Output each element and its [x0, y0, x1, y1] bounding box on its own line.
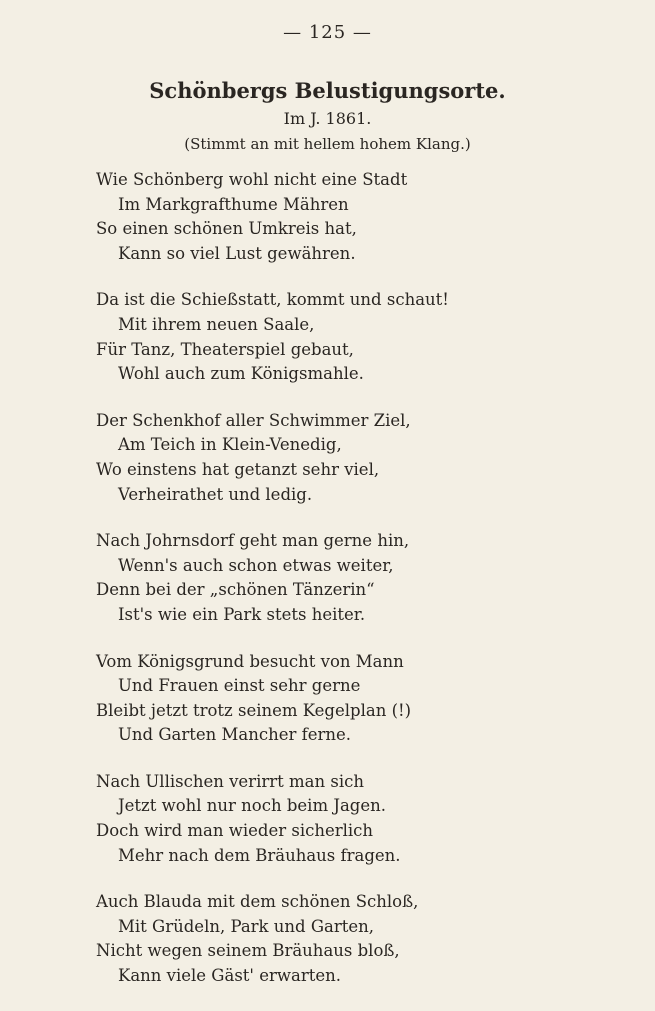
- stanza: [96, 650, 576, 748]
- verse-line: Am Teich in Klein-Venedig,: [118, 435, 342, 455]
- verse-line: Der Schenkhof aller Schwimmer Ziel,: [96, 410, 411, 430]
- verse-line: Bleibt jetzt trotz seinem Kegelplan (!): [96, 700, 412, 720]
- stanza: [96, 168, 576, 266]
- verse-line: Vom Königsgrund besucht von Mann: [96, 651, 404, 671]
- verse-line: Für Tanz, Theaterspiel gebaut,: [96, 339, 354, 359]
- poem-body: [96, 168, 576, 1011]
- stanza: [96, 890, 576, 988]
- verse-line: Mehr nach dem Bräuhaus fragen.: [118, 845, 401, 865]
- verse-line: So einen schönen Umkreis hat,: [96, 219, 357, 239]
- verse-line: Und Garten Mancher ferne.: [118, 725, 352, 745]
- verse-line: Mit Grüdeln, Park und Garten,: [118, 916, 375, 936]
- stanza: [96, 770, 576, 868]
- poem-year: Im J. 1861.: [283, 109, 372, 128]
- verse-line: Kann so viel Lust gewähren.: [118, 243, 356, 263]
- verse-line: Jetzt wohl nur noch beim Jagen.: [118, 796, 386, 816]
- verse-line: Auch Blauda mit dem schönen Schloß,: [96, 892, 419, 912]
- verse-line: Verheirathet und ledig.: [118, 484, 313, 504]
- poem-title: Schönbergs Belustigungsorte.: [149, 78, 506, 103]
- verse-line: Nach Ullischen verirrt man sich: [96, 771, 364, 791]
- verse-line: Wo einstens hat getanzt sehr viel,: [96, 459, 380, 479]
- page-number: — 125 —: [283, 22, 372, 43]
- verse-line: Wie Schönberg wohl nicht eine Stadt: [96, 170, 408, 189]
- stanza: [96, 288, 576, 386]
- verse-line: Wohl auch zum Königsmahle.: [118, 364, 364, 384]
- verse-line: Nach Johrnsdorf geht man gerne hin,: [96, 531, 410, 551]
- verse-line: Doch wird man wieder sicherlich: [96, 821, 374, 841]
- stanza: [96, 529, 576, 627]
- verse-line: Ist's wie ein Park stets heiter.: [118, 604, 366, 624]
- verse-line: Kann viele Gäst' erwarten.: [118, 966, 341, 986]
- verse-line: Im Markgrafthume Mähren: [118, 194, 349, 214]
- verse-line: Denn bei der „schönen Tänzerin“: [96, 580, 375, 600]
- verse-line: Da ist die Schießstatt, kommt und schaut!: [96, 290, 449, 310]
- verse-line: Wenn's auch schon etwas weiter,: [118, 555, 394, 575]
- melody-note: (Stimmt an mit hellem hohem Klang.): [184, 135, 471, 153]
- stanza: [96, 409, 576, 507]
- verse-line: Mit ihrem neuen Saale,: [118, 314, 315, 334]
- verse-line: Nicht wegen seinem Bräuhaus bloß,: [96, 941, 400, 961]
- verse-line: Und Frauen einst sehr gerne: [118, 676, 361, 696]
